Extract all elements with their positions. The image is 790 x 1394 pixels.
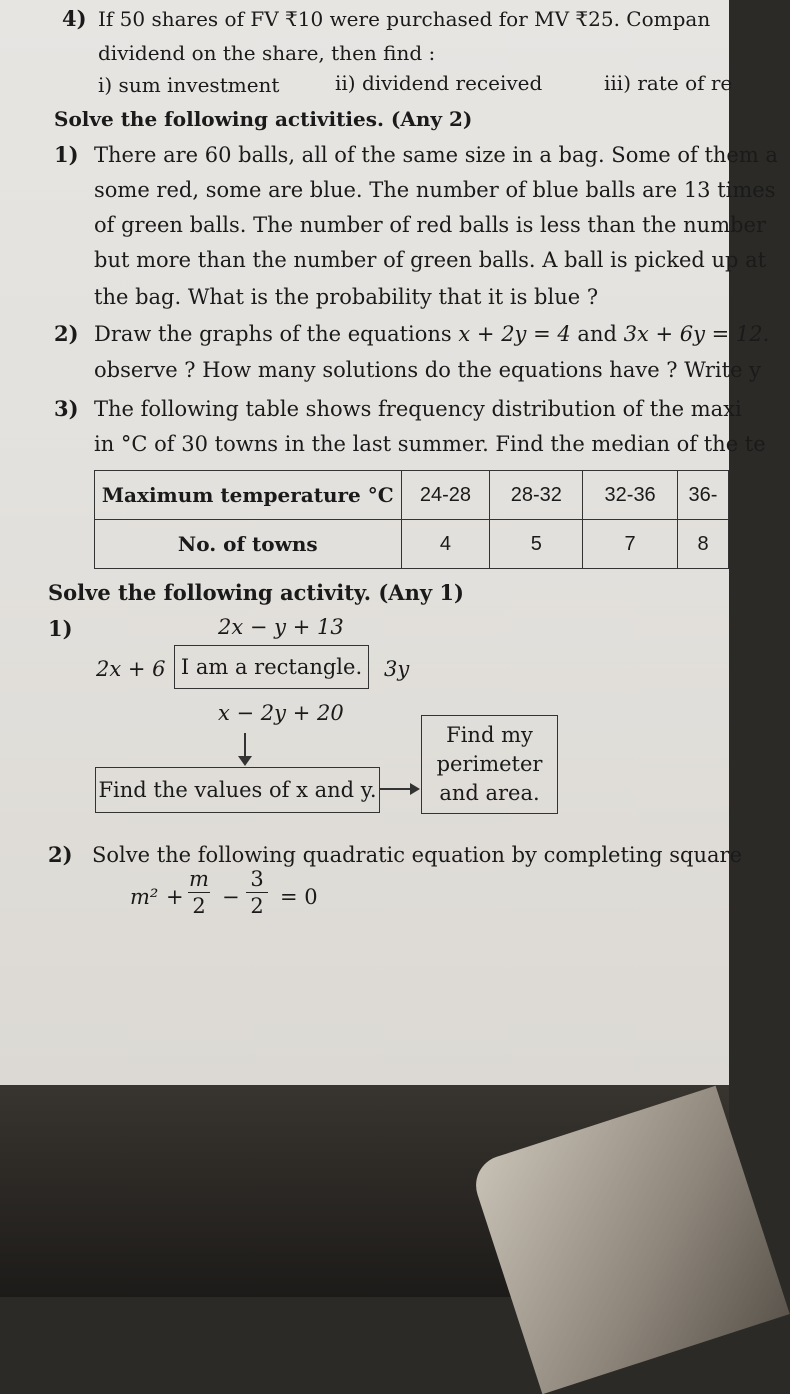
fraction-1-denominator: 2: [192, 894, 206, 918]
activity-3-number: 3): [54, 396, 79, 421]
find-perimeter-line2: perimeter: [436, 752, 543, 776]
rectangle-left-side: 2x + 6: [96, 657, 166, 681]
equation-1: x + 2y = 4: [458, 322, 571, 346]
down-arrow-icon: [238, 756, 252, 766]
q4-line1: If 50 shares of FV ₹10 were purchased for MV ₹25. Compan: [98, 7, 711, 31]
table-header-cell: Maximum temperature °C: [95, 471, 402, 520]
fraction-2-numerator: 3: [246, 866, 268, 893]
equation-2: 3x + 6y = 12.: [623, 322, 770, 346]
q4-part-ii: ii) dividend received: [335, 71, 543, 95]
table-header-cell: 24-28: [401, 471, 490, 520]
activity-2-text-pre: Draw the graphs of the equations: [94, 322, 452, 346]
activity-1-line4: but more than the number of green balls. A ball is picked up at: [94, 248, 767, 272]
activity-1-line1: There are 60 balls, all of the same size in a bag. Some of them a: [94, 143, 778, 167]
fraction-m-over-2: [188, 866, 210, 919]
find-perimeter-line1: Find my: [446, 723, 533, 747]
find-perimeter-box: [421, 715, 558, 814]
activity-any1-2-number: 2): [48, 842, 73, 867]
find-perimeter-line3: and area.: [439, 781, 540, 805]
rectangle-bottom-side: x − 2y + 20: [218, 701, 344, 725]
activity-any1-1-number: 1): [48, 616, 73, 641]
fraction-2-denominator: 2: [250, 894, 264, 918]
table-cell: 8: [678, 520, 729, 569]
table-cell: 7: [583, 520, 678, 569]
activity-1-line3: of green balls. The number of red balls is less than the number: [94, 213, 767, 237]
right-arrow-shaft: [380, 788, 412, 790]
activity-2-line1: [94, 321, 769, 347]
find-values-box: Find the values of x and y.: [95, 767, 380, 813]
activity-2-number: 2): [54, 321, 79, 346]
q4-line2: dividend on the share, then find :: [98, 41, 436, 65]
section-any2-heading: Solve the following activities. (Any 2): [54, 107, 473, 131]
rectangle-right-side: 3y: [384, 657, 410, 681]
activity-3-line1: The following table shows frequency distribution of the maxi: [94, 397, 742, 421]
fraction-3-over-2: [246, 866, 268, 919]
table-header-cell: 36-: [678, 471, 729, 520]
table-header-cell: 32-36: [583, 471, 678, 520]
rectangle-label-box: I am a rectangle.: [174, 645, 369, 689]
activity-3-line2: in °C of 30 towns in the last summer. Find the median of the te: [94, 432, 766, 456]
right-arrow-icon: [410, 783, 420, 795]
equation-m-squared: m²: [130, 885, 159, 909]
table-row: [95, 520, 729, 569]
activity-2-line2: observe ? How many solutions do the equations have ? Write y: [94, 358, 762, 382]
table-row-label: No. of towns: [95, 520, 402, 569]
equation-minus: −: [222, 885, 240, 909]
equation-equals-zero: = 0: [280, 885, 318, 909]
q4-number: 4): [62, 6, 87, 31]
q4-part-i: i) sum investment: [98, 73, 280, 97]
section-any1-heading: Solve the following activity. (Any 1): [48, 580, 464, 605]
table-cell: 5: [490, 520, 583, 569]
table-cell: 4: [401, 520, 490, 569]
fraction-1-numerator: m: [189, 867, 209, 891]
activity-any1-2-text: Solve the following quadratic equation by completing square: [92, 843, 743, 867]
rectangle-top-side: 2x − y + 13: [218, 615, 344, 639]
equation-plus: +: [166, 885, 184, 909]
activity-2-text-and: and: [577, 322, 617, 346]
frequency-table: [94, 470, 729, 569]
q4-part-iii: iii) rate of re: [604, 71, 733, 95]
activity-1-number: 1): [54, 142, 79, 167]
activity-1-line5: the bag. What is the probability that it is blue ?: [94, 285, 599, 309]
table-header-cell: 28-32: [490, 471, 583, 520]
activity-1-line2: some red, some are blue. The number of blue balls are 13 times: [94, 178, 776, 202]
table-header-row: [95, 471, 729, 520]
